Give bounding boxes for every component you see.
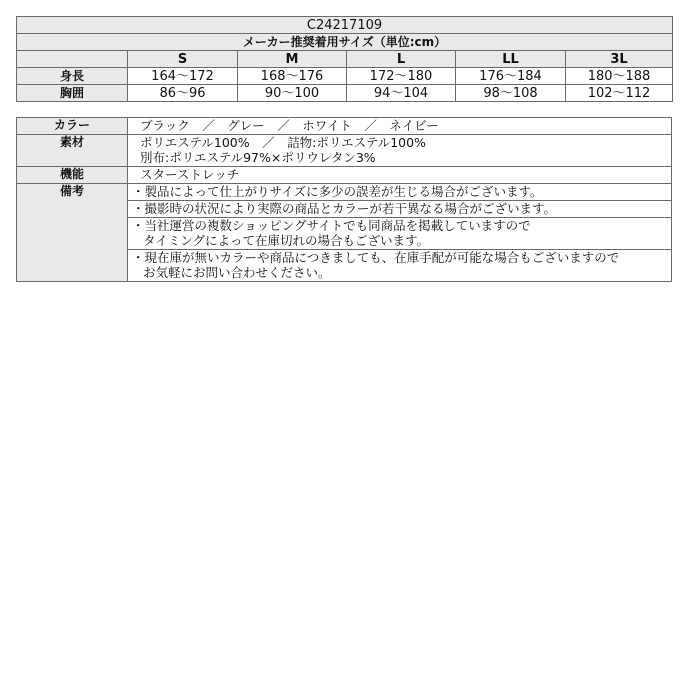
- material-row: [17, 135, 672, 167]
- size-header-blank: [17, 51, 128, 68]
- height-label: 身長: [17, 68, 128, 85]
- note-4-line-2: お気軽にお問い合わせください。: [143, 265, 331, 280]
- size-header-ll: LL: [456, 51, 566, 68]
- chest-l: 94～104: [347, 85, 456, 102]
- chest-s: 86～96: [128, 85, 238, 102]
- note-3-line-2: タイミングによって在庫切れの場合もございます。: [143, 233, 430, 248]
- notes-row-1: [17, 184, 672, 201]
- function-value: スターストレッチ: [128, 167, 672, 184]
- chest-row: [17, 85, 673, 102]
- size-table-subtitle: メーカー推奨着用サイズ（単位:cm）: [17, 34, 673, 51]
- size-header-s: S: [128, 51, 238, 68]
- note-2-line-1: ・撮影時の状況により実際の商品とカラーが若干異なる場合がございます。: [132, 201, 557, 216]
- color-value: ブラック ／ グレー ／ ホワイト ／ ネイビー: [128, 118, 672, 135]
- size-header-row: [17, 51, 673, 68]
- material-value: [128, 135, 672, 167]
- height-row: [17, 68, 673, 85]
- chest-label: 胸囲: [17, 85, 128, 102]
- color-label: カラー: [17, 118, 128, 135]
- chest-ll: 98～108: [456, 85, 566, 102]
- note-1-line-1: ・製品によって仕上がりサイズに多少の誤差が生じる場合がございます。: [132, 184, 543, 199]
- material-line-2: 別布:ポリエステル97%×ポリウレタン3%: [140, 150, 376, 165]
- note-3-line-1: ・当社運営の複数ショッピングサイトでも同商品を掲載していますので: [132, 218, 531, 233]
- size-header-3l: 3L: [566, 51, 673, 68]
- height-ll: 176～184: [456, 68, 566, 85]
- color-row: [17, 118, 672, 135]
- material-line-1: ポリエステル100% ／ 詰物:ポリエステル100%: [140, 135, 426, 150]
- note-2: [128, 201, 672, 218]
- notes-label: 備考: [17, 184, 128, 282]
- spec-table: [16, 117, 672, 282]
- height-l: 172～180: [347, 68, 456, 85]
- height-s: 164～172: [128, 68, 238, 85]
- chest-m: 90～100: [238, 85, 347, 102]
- height-3l: 180～188: [566, 68, 673, 85]
- size-table: [16, 16, 673, 102]
- note-1: [128, 184, 672, 201]
- chest-3l: 102～112: [566, 85, 673, 102]
- size-header-m: M: [238, 51, 347, 68]
- function-row: [17, 167, 672, 184]
- product-code: C24217109: [17, 17, 673, 34]
- note-3: [128, 218, 672, 250]
- note-4-line-1: ・現在庫が無いカラーや商品につきましても、在庫手配が可能な場合もございますので: [132, 250, 620, 265]
- material-label: 素材: [17, 135, 128, 167]
- size-header-l: L: [347, 51, 456, 68]
- height-m: 168～176: [238, 68, 347, 85]
- note-4: [128, 250, 672, 282]
- function-label: 機能: [17, 167, 128, 184]
